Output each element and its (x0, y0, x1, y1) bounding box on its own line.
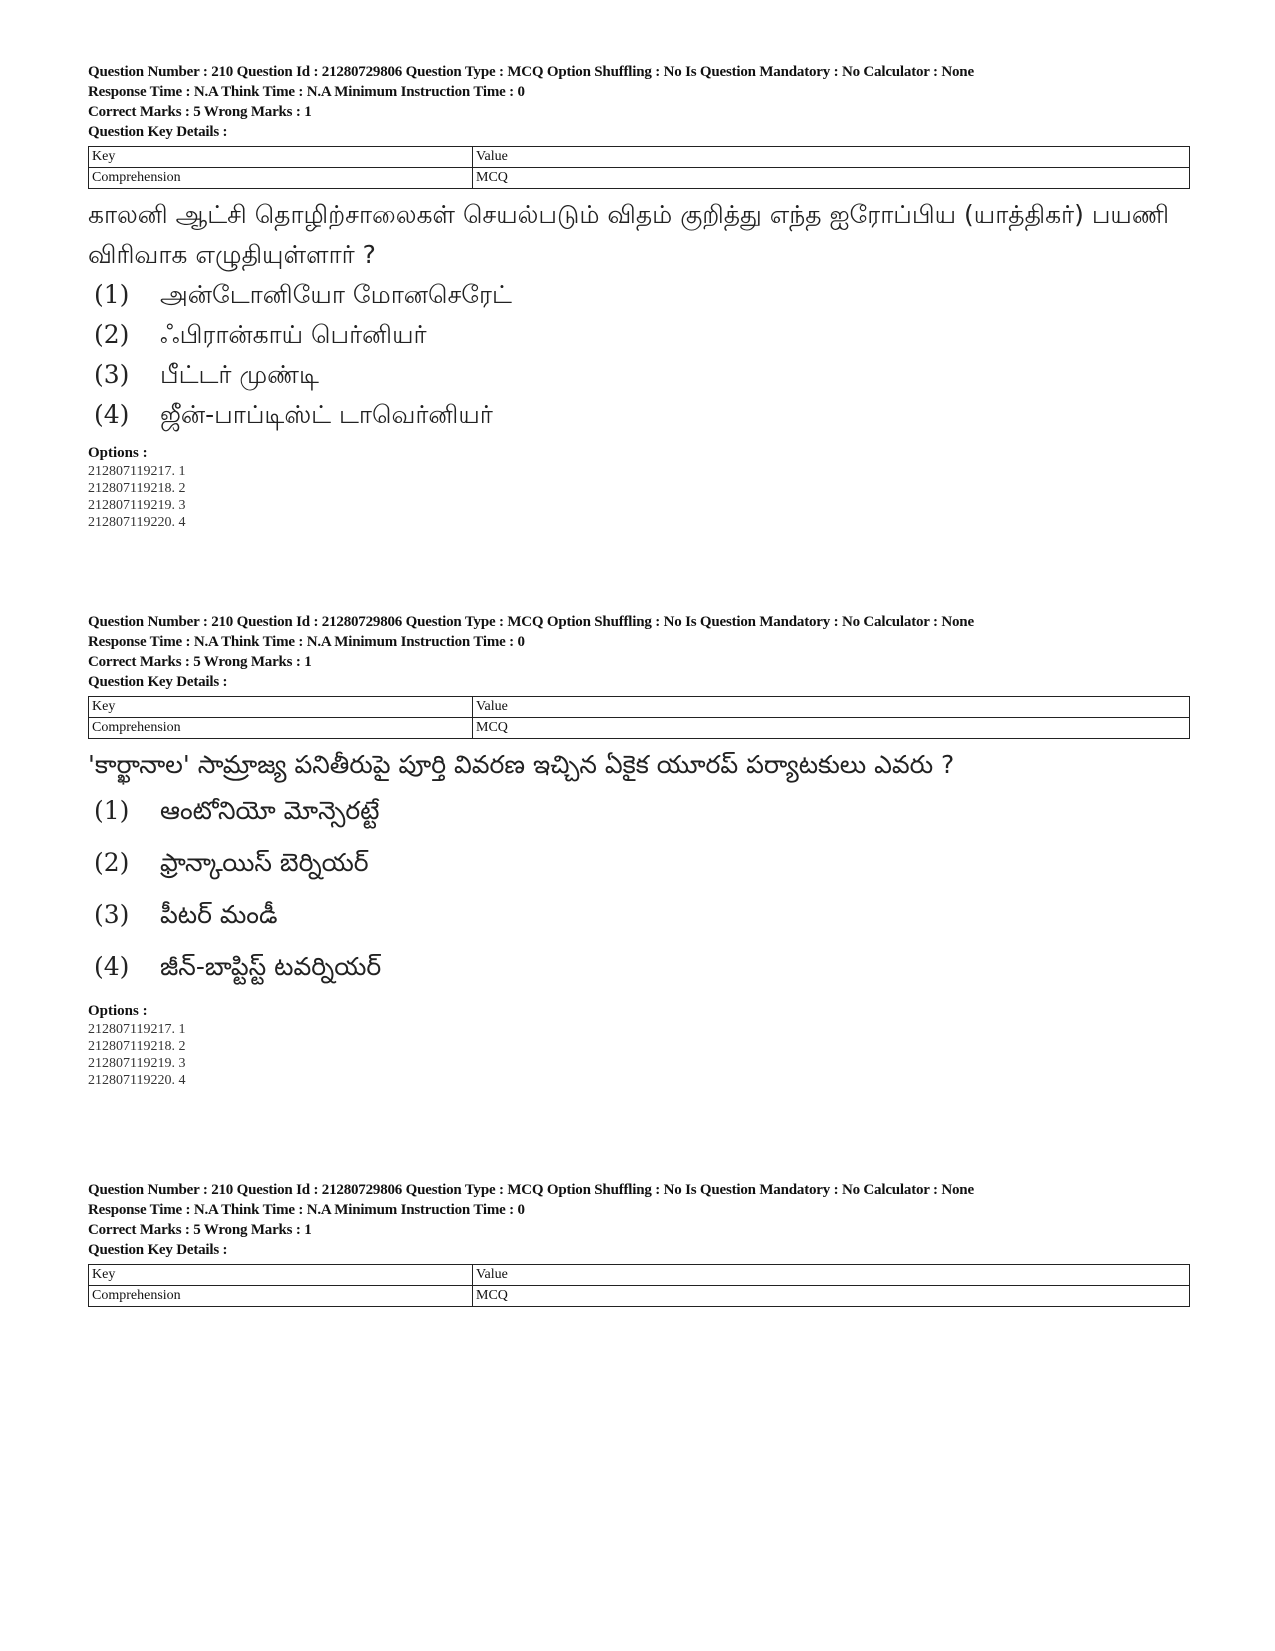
table-cell-key: Comprehension (89, 1286, 473, 1307)
table-row (89, 168, 1190, 189)
question-block-third (88, 1180, 1190, 1307)
question-meta-line: Question Number : 210 Question Id : 21280729806 Question Type : MCQ Option Shuffling : No Is Question Mandatory : No Calculator : None (88, 614, 974, 630)
table-header-key: Key (89, 1265, 473, 1286)
question-block-tamil (88, 62, 1190, 531)
option-item (88, 315, 1190, 355)
option-text: அன்டோனியோ மோனசெரேட் (160, 280, 512, 309)
option-number: (2) (94, 848, 130, 877)
option-id: 212807119220. 4 (88, 515, 186, 530)
question-text: காலனி ஆட்சி தொழிற்சாலைகள் செயல்படும் விதம் குறித்து எந்த ஐரோப்பிய (யாத்திகர்) பயணி விரிவாக எழுதியுள்ளார் ? (88, 200, 1170, 269)
option-number: (1) (94, 796, 130, 825)
option-id: 212807119219. 3 (88, 1056, 186, 1071)
option-id: 212807119217. 1 (88, 1022, 186, 1037)
table-cell-value: MCQ (473, 718, 1190, 739)
table-cell-key: Comprehension (89, 718, 473, 739)
options-label: Options : (88, 1003, 148, 1019)
option-id: 212807119219. 3 (88, 498, 186, 513)
option-text: జీన్-బాప్టిస్ట్ టవర్నియర్ (160, 952, 382, 981)
option-text: ఆంటోనియో మోన్సెరట్టే (160, 796, 380, 825)
option-text: ஜீன்-பாப்டிஸ்ட் டாவெர்னியர் (160, 400, 493, 429)
option-number: (1) (94, 280, 130, 309)
response-time-line: Response Time : N.A Think Time : N.A Minimum Instruction Time : 0 (88, 634, 525, 650)
option-number: (4) (94, 952, 130, 981)
option-number: (2) (94, 320, 130, 349)
option-item (88, 889, 1190, 941)
option-text: பீட்டர் முண்டி (160, 360, 319, 389)
option-text: ஃபிரான்காய் பெர்னியர் (160, 320, 427, 349)
table-header-value: Value (473, 147, 1190, 168)
key-value-table (88, 696, 1190, 739)
marks-line: Correct Marks : 5 Wrong Marks : 1 (88, 654, 312, 670)
option-item (88, 355, 1190, 395)
option-id: 212807119218. 2 (88, 1039, 186, 1054)
table-cell-key: Comprehension (89, 168, 473, 189)
key-details-label: Question Key Details : (88, 1242, 228, 1258)
response-time-line: Response Time : N.A Think Time : N.A Minimum Instruction Time : 0 (88, 84, 525, 100)
key-value-table (88, 146, 1190, 189)
table-row (89, 147, 1190, 168)
option-item (88, 941, 1190, 993)
question-text: 'కార్ఖానాల' సామ్రాజ్య పనితీరుపై పూర్తి వివరణ ఇచ్చిన ఏకైక యూరప్ పర్యాటకులు ఎవరు ? (88, 750, 955, 779)
key-details-label: Question Key Details : (88, 124, 228, 140)
table-row (89, 1286, 1190, 1307)
key-details-label: Question Key Details : (88, 674, 228, 690)
table-row (89, 718, 1190, 739)
response-time-line: Response Time : N.A Think Time : N.A Minimum Instruction Time : 0 (88, 1202, 525, 1218)
option-text: ఫ్రాన్కాయిస్ బెర్నియర్ (160, 848, 369, 877)
option-item (88, 275, 1190, 315)
option-number: (3) (94, 360, 130, 389)
option-item (88, 837, 1190, 889)
table-header-key: Key (89, 697, 473, 718)
key-value-table (88, 1264, 1190, 1307)
option-text: పీటర్ మండీ (160, 900, 278, 929)
question-meta-line: Question Number : 210 Question Id : 21280729806 Question Type : MCQ Option Shuffling : No Is Question Mandatory : No Calculator : None (88, 1182, 974, 1198)
marks-line: Correct Marks : 5 Wrong Marks : 1 (88, 104, 312, 120)
option-id: 212807119220. 4 (88, 1073, 186, 1088)
table-header-value: Value (473, 697, 1190, 718)
option-number: (4) (94, 400, 130, 429)
question-meta-line: Question Number : 210 Question Id : 21280729806 Question Type : MCQ Option Shuffling : No Is Question Mandatory : No Calculator : None (88, 64, 974, 80)
table-cell-value: MCQ (473, 1286, 1190, 1307)
option-number: (3) (94, 900, 130, 929)
option-item (88, 785, 1190, 837)
option-id: 212807119218. 2 (88, 481, 186, 496)
question-block-telugu (88, 612, 1190, 1089)
option-item (88, 395, 1190, 435)
table-header-value: Value (473, 1265, 1190, 1286)
marks-line: Correct Marks : 5 Wrong Marks : 1 (88, 1222, 312, 1238)
table-cell-value: MCQ (473, 168, 1190, 189)
table-header-key: Key (89, 147, 473, 168)
table-row (89, 1265, 1190, 1286)
option-id: 212807119217. 1 (88, 464, 186, 479)
table-row (89, 697, 1190, 718)
options-label: Options : (88, 445, 148, 461)
